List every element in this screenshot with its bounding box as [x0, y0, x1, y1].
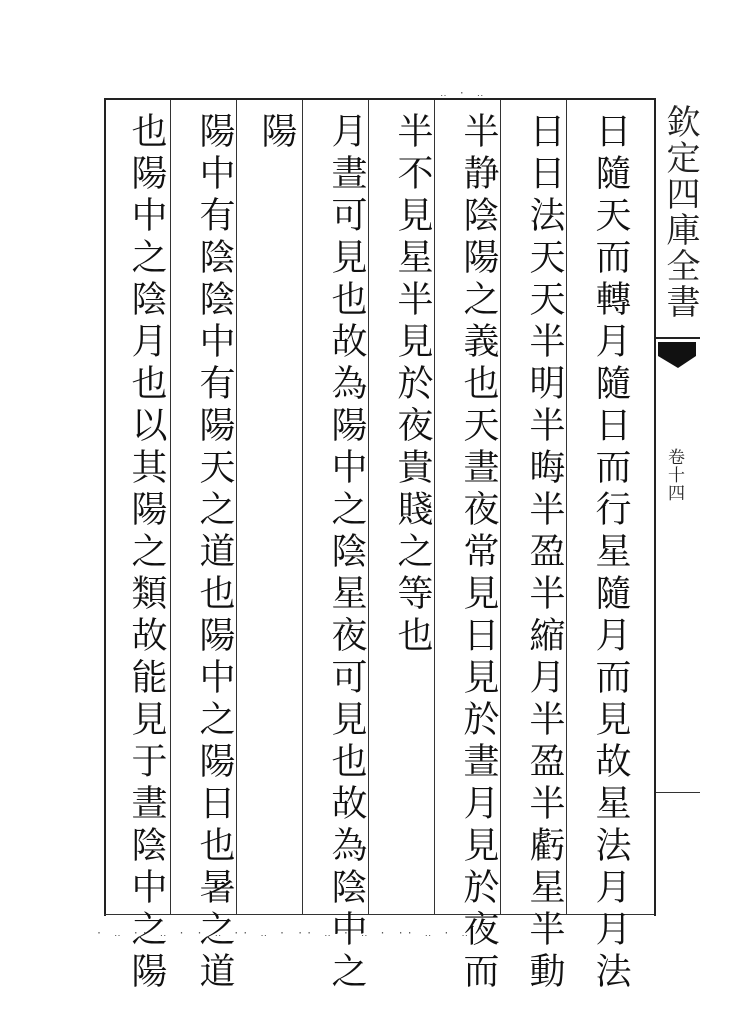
banner-divider [656, 792, 700, 793]
scan-noise: ‥ · ‥ [440, 88, 487, 99]
volume-number: 卷十四 [664, 448, 684, 502]
text-column-1: 日隨天而轉月隨日而行星隨月而見故星法月月法 [590, 112, 631, 994]
frame-top-border [104, 98, 656, 100]
column-divider [500, 100, 501, 914]
page-banner [656, 98, 704, 916]
column-divider [302, 100, 303, 914]
text-column-6: 陽 [256, 112, 297, 154]
frame-bottom-border [104, 914, 656, 915]
text-column-3: 半静陰陽之義也天晝夜常見日見於晝月見於夜而 [458, 112, 499, 994]
text-column-7: 陽中有陰陰中有陽天之道也陽中之陽日也暑之道 [194, 112, 235, 994]
text-column-8: 也陽中之陰月也以其陽之類故能見于晝陰中之陽 [126, 112, 167, 994]
column-divider [434, 100, 435, 914]
column-divider [566, 100, 567, 914]
frame-left-border [104, 98, 106, 916]
text-column-2: 日日法天天半明半晦半盈半縮月半盈半虧星半動 [524, 112, 565, 994]
scan-noise: · ‥ ·· ‥ · · ‥ ·· ‥ · ·· ‥ · ‥ · ·· ‥ · ‥ [96, 928, 472, 939]
text-column-4: 半不見星半見於夜貴賤之等也 [392, 112, 433, 658]
column-divider [170, 100, 171, 914]
column-divider [368, 100, 369, 914]
fish-tail-icon [656, 334, 700, 374]
book-title: 欽定四庫全書 [660, 104, 700, 320]
text-column-5: 月晝可見也故為陽中之陰星夜可見也故為陰中之 [326, 112, 367, 994]
column-divider [236, 100, 237, 914]
